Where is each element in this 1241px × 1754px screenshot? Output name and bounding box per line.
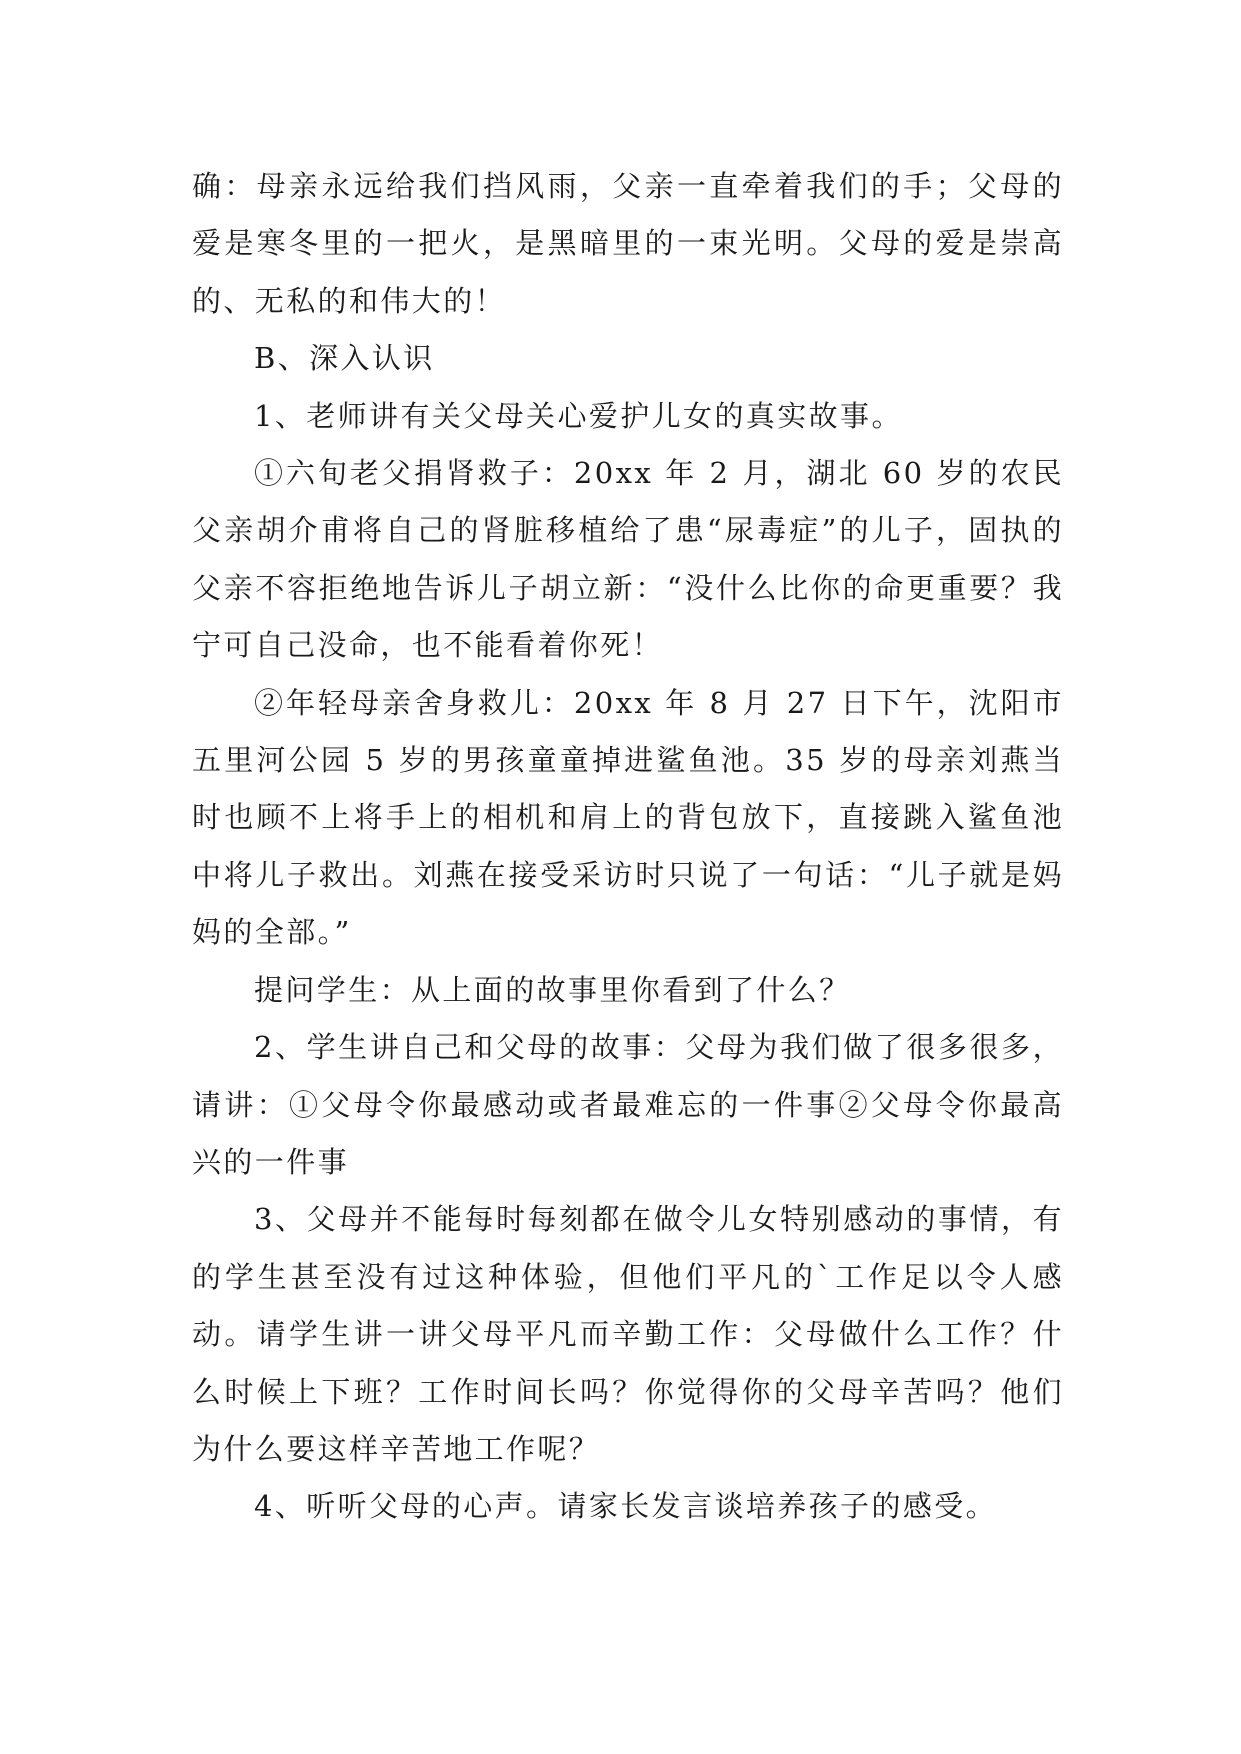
paragraph-item-1: 1、老师讲有关父母关心爱护儿女的真实故事。 bbox=[254, 398, 903, 433]
paragraph-story-1: ①六旬老父捐肾救子：20xx 年 2 月，湖北 60 岁的农民父亲胡介甫将自己的肾脏移植给了患“尿毒症”的儿子，固执的父亲不容拒绝地告诉儿子胡立新：“没什么比你的命更重要？我宁可自己没命，也不能看着你死！ bbox=[192, 456, 1064, 663]
paragraph-item-3: 3、父母并不能每时每刻都在做令儿女特别感动的事情，有的学生甚至没有过这种体验，但他们平凡的`工作足以令人感动。请学生讲一讲父母平凡而辛勤工作：父母做什么工作？什么时候上下班？工作时间长吗？你觉得你的父母辛苦吗？他们为什么要这样辛苦地工作呢？ bbox=[192, 1202, 1064, 1466]
paragraph-question: 提问学生：从上面的故事里你看到了什么？ bbox=[254, 972, 851, 1007]
paragraph-continuation: 确：母亲永远给我们挡风雨，父亲一直牵着我们的手；父母的爱是寒冬里的一把火，是黑暗里的一束光明。父母的爱是崇高的、无私的和伟大的！ bbox=[192, 169, 1064, 318]
paragraph-item-4: 4、听听父母的心声。请家长发言谈培养孩子的感受。 bbox=[254, 1489, 998, 1524]
paragraph-item-2: 2、学生讲自己和父母的故事：父母为我们做了很多很多，请讲：①父母令你最感动或者最难忘的一件事②父母令你最高兴的一件事 bbox=[192, 1030, 1064, 1179]
document-body bbox=[192, 158, 1064, 1536]
paragraph-story-2: ②年轻母亲舍身救儿：20xx 年 8 月 27 日下午，沈阳市五里河公园 5 岁的男孩童童掉进鲨鱼池。35 岁的母亲刘燕当时也顾不上将手上的相机和肩上的背包放下，直接跳入鲨鱼池中将儿子救出。刘燕在接受采访时只说了一句话：“儿子就是妈妈的全部。” bbox=[192, 685, 1064, 950]
section-heading-b: B、深入认识 bbox=[254, 341, 435, 376]
